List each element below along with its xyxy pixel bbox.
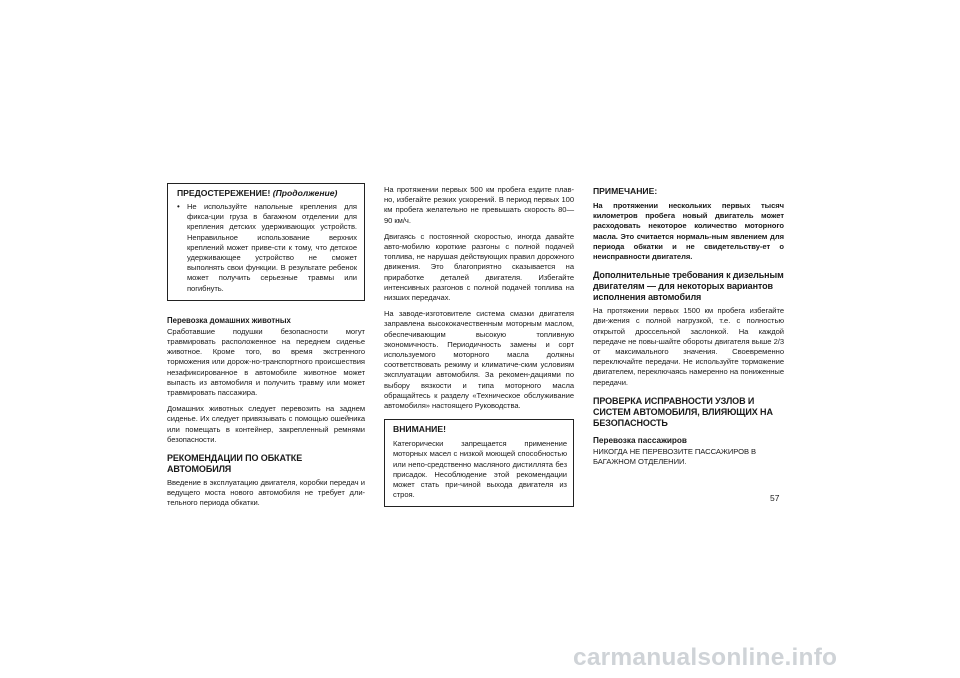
breakin-paragraph-1: Введение в эксплуатацию двигателя, коробки передач и ведущего моста нового автомобиля не требует дли-тельного периода обкатки. bbox=[167, 478, 365, 508]
safety-check-heading: ПРОВЕРКА ИСПРАВНОСТИ УЗЛОВ И СИСТЕМ АВТОМОБИЛЯ, ВЛИЯЮЩИХ НА БЕЗОПАСНОСТЬ bbox=[593, 395, 773, 428]
breakin-heading: РЕКОМЕНДАЦИИ ПО ОБКАТКЕ АВТОМОБИЛЯ bbox=[167, 453, 303, 475]
passengers-paragraph: НИКОГДА НЕ ПЕРЕВОЗИТЕ ПАССАЖИРОВ В БАГАЖНОМ ОТДЕЛЕНИИ. bbox=[593, 446, 757, 467]
column-middle bbox=[384, 185, 574, 507]
oil-paragraph: На заводе-изготовителе система смазки двигателя заправлена высококачественным моторным маслом, обеспечивающим высокую топливную экономичность. Периодичность замены и сорт используемого моторного масла должны соответствовать режиму и климатиче-ским условиям эксплуатации автомобиля. За рекомен-дациями по выбору вязкости и типа моторного масла обращайтесь к разделу «Техническое обслуживание автомобиля» настоящего Руководства. bbox=[384, 309, 574, 411]
warning-title-continued: (Продолжение) bbox=[272, 188, 338, 198]
attention-box bbox=[384, 419, 574, 507]
passengers-heading: Перевозка пассажиров bbox=[593, 435, 687, 445]
diesel-heading: Дополнительные требования к дизельным двигателям — для некоторых вариантов исполнения автомобиля bbox=[593, 270, 784, 303]
breakin-paragraph-2: На протяжении первых 500 км пробега ездите плав-но, избегайте резких ускорений. В период первых 100 км пробега желательно не превышать скорость 80—90 км/ч. bbox=[384, 185, 574, 225]
attention-text: Категорически запрещается применение моторных масел с низкой моющей способностью или непо-средственно масляного дистиллята без присадок. Несоблюдение этой рекомендации может стать при-чиной выхода двигателя из строя. bbox=[393, 439, 567, 500]
attention-title: ВНИМАНИЕ! bbox=[393, 424, 446, 435]
watermark: carmanualsonline.info bbox=[573, 644, 838, 671]
column-right bbox=[593, 186, 784, 473]
animals-paragraph-2: Домашних животных следует перевозить на заднем сиденье. Их следует привязывать с помощью ошейника или помещать в контейнер, закрепленный ремнями безопасности. bbox=[167, 404, 365, 444]
diesel-paragraph: На протяжении первых 1500 км пробега избегайте дви-жения с полной нагрузкой, т.е. с полностью открытой дроссельной заслонкой. На каждой передаче не повы-шайте обороты двигателя выше 2/3 от максимального значения. Своевременно переключайте передачи. Не используйте торможение двигателем, переключаясь намеренно на пониженные передачи. bbox=[593, 306, 784, 387]
animals-paragraph-1: Сработавшие подушки безопасности могут травмировать расположенное на переднем сиденье животное. Кроме того, во время экстренного торможения или дорож-но-транспортного происшествия незафиксированное в автомобиле животное может выпасть из автомобиля и получить травму или может травмировать пассажира. bbox=[167, 326, 365, 398]
note-text: На протяжении нескольких первых тысяч километров пробега новый двигатель может расходовать некоторое количество моторного масла. Это считается нормаль-ным явлением для периода обкатки и не свидетельству-ет о неисправности двигателя. bbox=[593, 201, 784, 262]
warning-title bbox=[177, 188, 357, 199]
column-left bbox=[167, 183, 365, 515]
warning-title-text: ПРЕДОСТЕРЕЖЕНИЕ! bbox=[177, 188, 271, 198]
warning-bullet-text: Не используйте напольные крепления для фикса-ции груза в багажном отделении для крепления детских удерживающих устройств. Неправильное использование верхних креплений может приве-сти к тому, что детское удерживающее устройство не сможет выполнять свои функции. В результате ребенок может получить серьезные травмы или погибнуть. bbox=[187, 202, 357, 293]
warning-bullet bbox=[177, 202, 357, 294]
note-title: ПРИМЕЧАНИЕ: bbox=[593, 186, 658, 196]
animals-heading: Перевозка домашних животных bbox=[167, 315, 291, 325]
breakin-paragraph-3: Двигаясь с постоянной скоростью, иногда давайте авто-мобилю короткие разгоны с полной подачей топлива, не нарушая действующих правил дорожного движения. Это благоприятно сказывается на приработке деталей двигателя. Избегайте интенсивных разгонов с полной подачей топлива на низших передачах. bbox=[384, 231, 574, 303]
warning-box bbox=[167, 183, 365, 301]
page-number: 57 bbox=[770, 493, 780, 503]
bullet-icon: • bbox=[177, 202, 180, 211]
